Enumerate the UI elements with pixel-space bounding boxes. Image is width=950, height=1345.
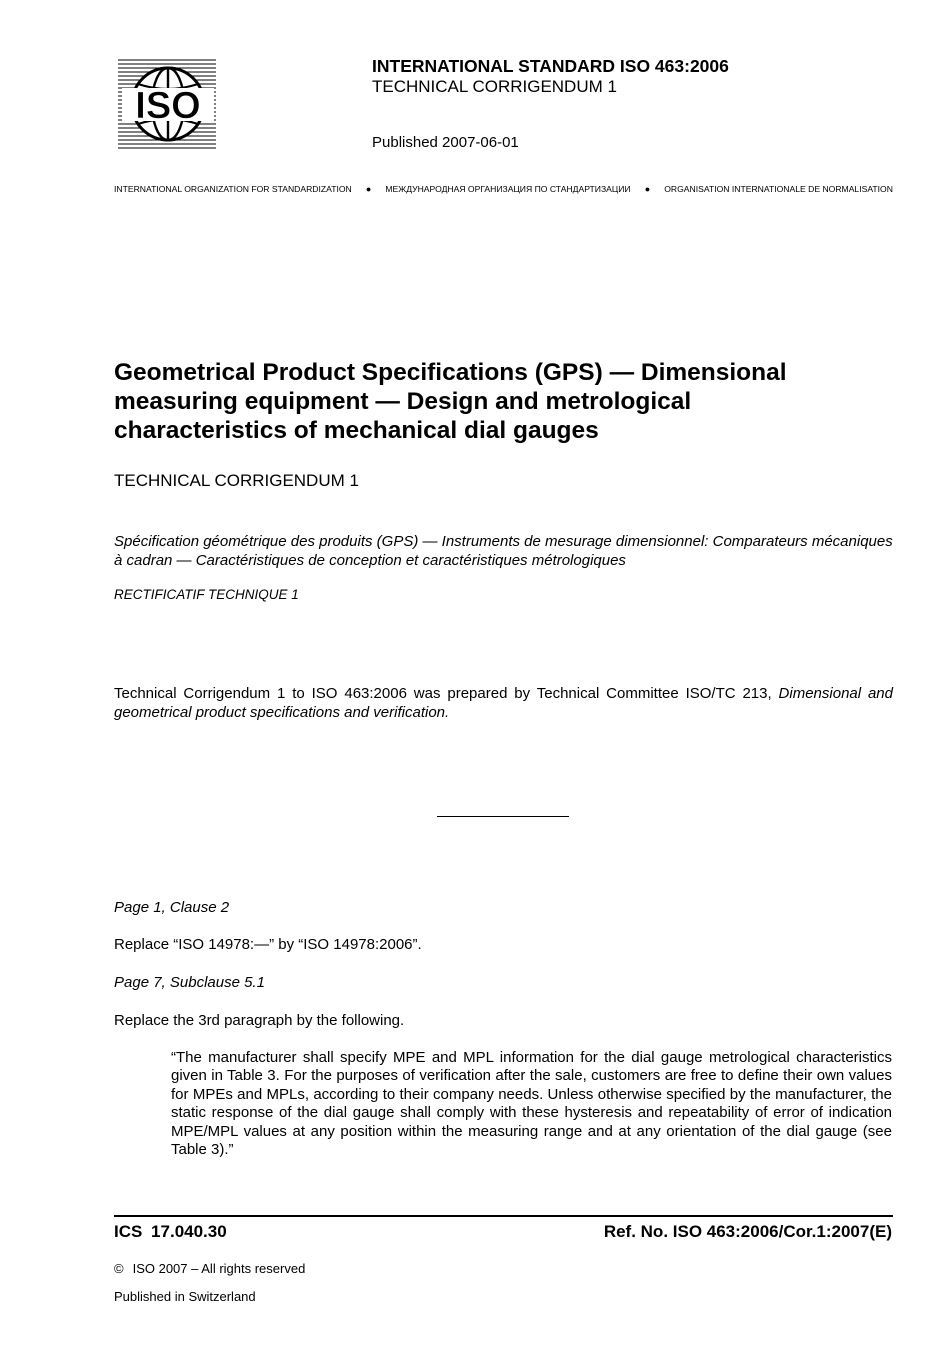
replacement-instruction: Replace the 3rd paragraph by the following.: [114, 1012, 405, 1029]
iso-logo-text: ISO: [135, 85, 201, 127]
copyright-notice: [114, 1261, 305, 1276]
separator-line: [437, 816, 569, 817]
org-name-fr: ORGANISATION INTERNATIONALE DE NORMALISATION: [664, 184, 893, 194]
reference-number: Ref. No. ISO 463:2006/Cor.1:2007(E): [603, 1222, 892, 1241]
footer-rule: [114, 1215, 893, 1217]
clause-reference: Page 1, Clause 2: [114, 899, 230, 916]
french-corrigendum: RECTIFICATIF TECHNIQUE 1: [114, 587, 299, 602]
standard-title: INTERNATIONAL STANDARD ISO 463:2006: [372, 56, 729, 76]
document-title: [114, 358, 874, 445]
replacement-paragraph: “The manufacturer shall specify MPE and MPL information for the dial gauge metrological characteristics given in Table 3. For the purposes of verification after the sale, customers are free to define their own values for MPEs and MPLs, according to their company needs. Unless otherwise specified by the manufacturer, the static response of the dial gauge shall comply with these hysteresis and repeatability of error of indication MPE/MPL values at any position within the measuring range and at any orientation of the dial gauge (see Table 3).”: [171, 1049, 892, 1159]
bullet-icon: ●: [644, 184, 651, 194]
org-name-ru: МЕЖДУНАРОДНАЯ ОРГАНИЗАЦИЯ ПО СТАНДАРТИЗАЦИИ: [385, 184, 631, 194]
title-line: characteristics of mechanical dial gauges: [114, 417, 599, 444]
iso-globe-icon: [118, 58, 216, 150]
committee-title: Dimensional and geometrical product specifications and verification.: [114, 685, 893, 721]
title-line: Geometrical Product Specifications (GPS) — Dimensional: [114, 359, 787, 386]
french-title: Spécification géométrique des produits (GPS) — Instruments de mesurage dimensionnel: Comparateurs mécaniques à cadran — Caractéristiques de conception et caractéristiques métrologiques: [114, 533, 893, 569]
replacement-instruction: Replace “ISO 14978:—” by “ISO 14978:2006”.: [114, 936, 422, 953]
copyright-icon: ©: [114, 1261, 124, 1276]
corrigendum-label: TECHNICAL CORRIGENDUM 1: [372, 77, 617, 96]
published-in: Published in Switzerland: [114, 1289, 256, 1304]
iso-logo: [118, 58, 216, 150]
bullet-icon: ●: [365, 184, 372, 194]
title-corrigendum: TECHNICAL CORRIGENDUM 1: [114, 471, 359, 490]
ics-code: ICS 17.040.30: [114, 1222, 227, 1241]
intro-text: Technical Corrigendum 1 to ISO 463:2006 was prepared by Technical Committee ISO/TC 213,: [114, 685, 779, 702]
org-name-en: INTERNATIONAL ORGANIZATION FOR STANDARDIZATION: [114, 184, 352, 194]
intro-paragraph: [114, 684, 893, 722]
copyright-text: ISO 2007 – All rights reserved: [132, 1261, 306, 1276]
organization-names: [114, 184, 893, 194]
subclause-reference: Page 7, Subclause 5.1: [114, 974, 265, 991]
published-date: Published 2007-06-01: [372, 134, 519, 151]
title-line: measuring equipment — Design and metrological: [114, 388, 692, 415]
